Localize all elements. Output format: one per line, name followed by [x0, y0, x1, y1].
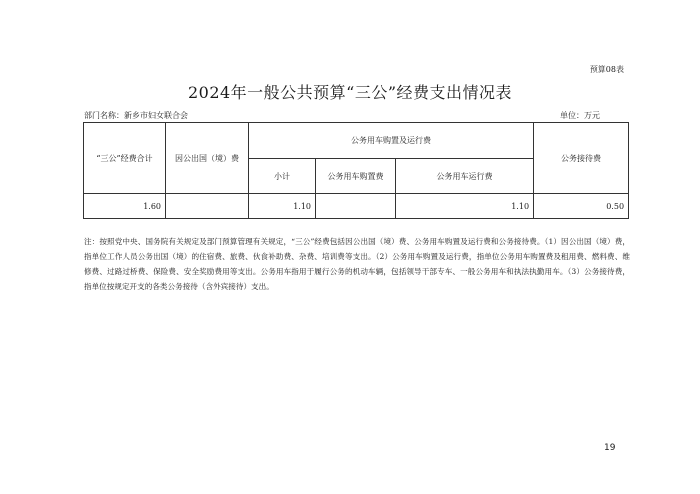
cell-vehicle-purchase: [316, 194, 396, 219]
header-abroad: 因公出国（境）费: [166, 123, 249, 194]
unit-label: 单位：万元: [560, 111, 600, 120]
header-row-1: [84, 123, 629, 159]
form-number: 预算08表: [589, 65, 624, 74]
cell-reception: 0.50: [534, 194, 629, 219]
table-row: [84, 194, 629, 219]
page-title: 2024年一般公共预算“三公”经费支出情况表: [187, 83, 513, 102]
page-number: 19: [604, 443, 616, 453]
cell-abroad: [166, 194, 249, 219]
department-name: 部门名称：新乡市妇女联合会: [84, 111, 188, 120]
header-vehicle-purchase: 公务用车购置费: [316, 159, 396, 194]
header-vehicle-operation: 公务用车运行费: [396, 159, 534, 194]
meta-row: [84, 110, 628, 121]
header-total: “三公”经费合计: [84, 123, 166, 194]
cell-subtotal: 1.10: [249, 194, 316, 219]
cell-vehicle-operation: 1.10: [396, 194, 534, 219]
header-vehicle-group: 公务用车购置及运行费: [249, 123, 534, 159]
expense-table: [83, 122, 629, 219]
footnote: 注：按照党中央、国务院有关规定及部门预算管理有关规定，“三公”经费包括因公出国（境）费、公务用车购置及运行费和公务接待费。（1）因公出国（境）费，指单位工作人员公务出国（境）的住宿费、旅费、伙食补助费、杂费、培训费等支出。（2）公务用车购置及运行费，指单位公务用车购置费及租用费、燃料费、维修费、过路过桥费、保险费、安全奖励费用等支出。公务用车指用于履行公务的机动车辆，包括领导干部专车、一般公务用车和执法执勤用车。（3）公务接待费，指单位按规定开支的各类公务接待（含外宾接待）支出。: [84, 237, 630, 291]
header-reception: 公务接待费: [534, 123, 629, 194]
header-subtotal: 小计: [249, 159, 316, 194]
cell-total: 1.60: [84, 194, 166, 219]
